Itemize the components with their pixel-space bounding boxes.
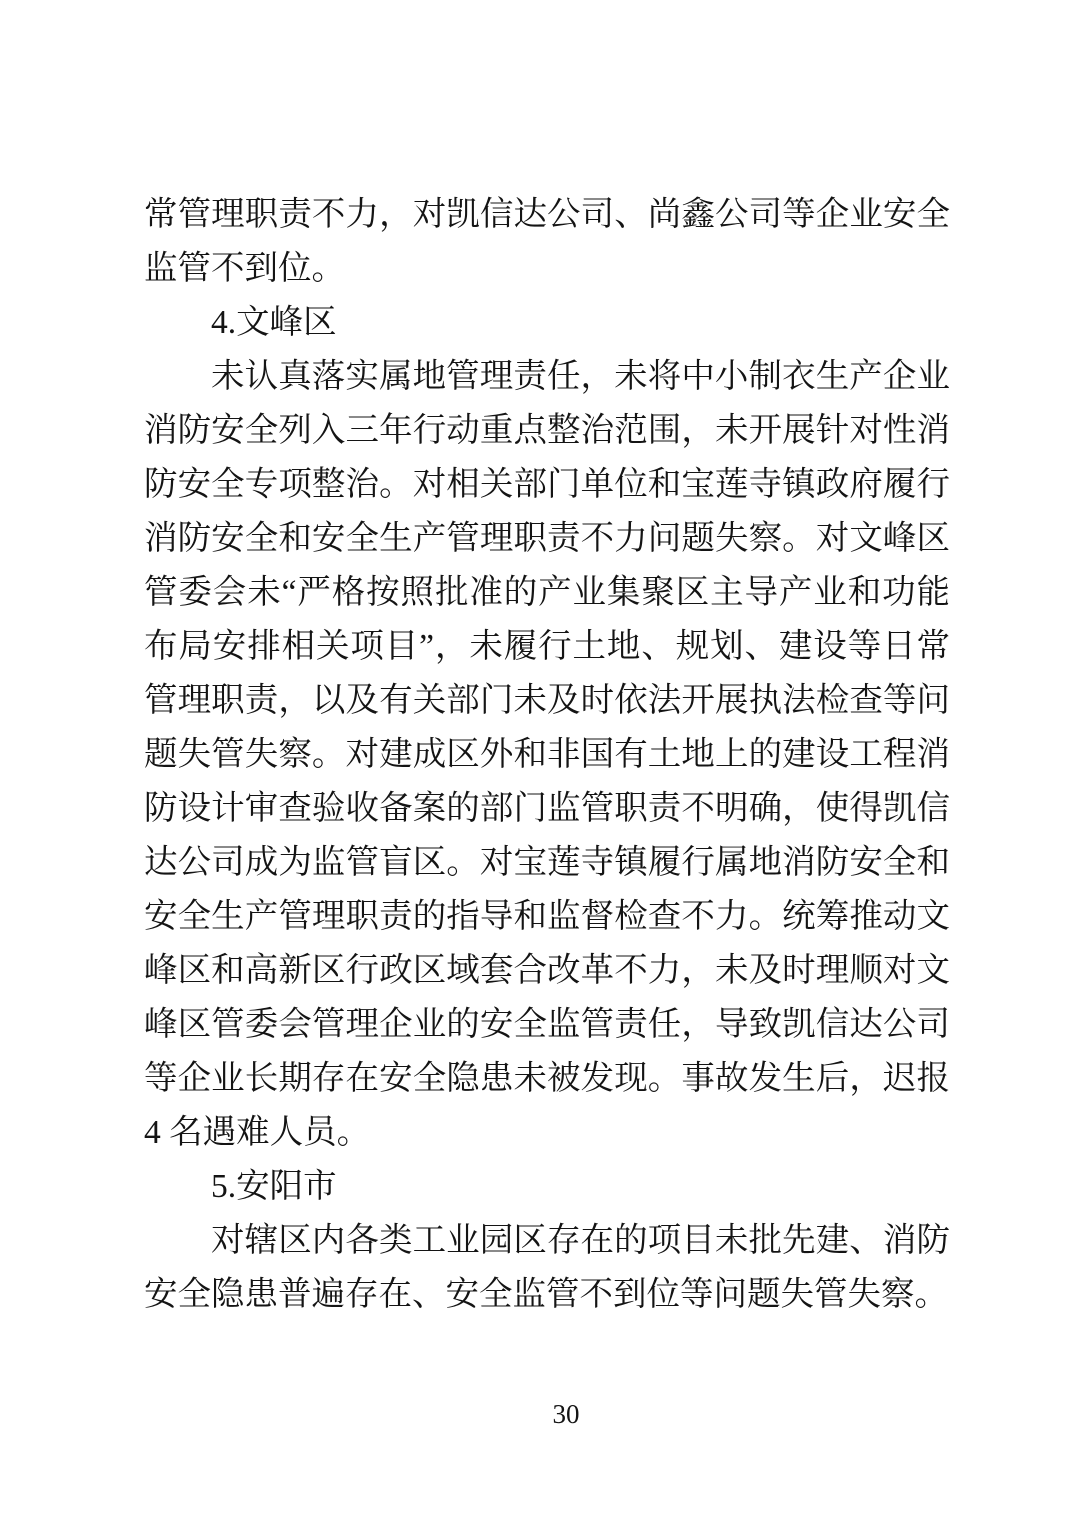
section-heading-anyang-city: 5.安阳市: [211, 1168, 337, 1205]
section-heading-wenfeng-district: 4.文峰区: [211, 304, 337, 341]
section-paragraph-wenfeng-district: 未认真落实属地管理责任，未将中小制衣生产企业消防安全列入三年行动重点整治范围，未开展针对性消防安全专项整治。对相关部门单位和宝莲寺镇政府履行消防安全和安全生产管理职责不力问题失察。对文峰区管委会未“严格按照批准的产业集聚区主导产业和功能布局安排相关项目”，未履行土地、规划、建设等日常管理职责，以及有关部门未及时依法开展执法检查等问题失管失察。对建成区外和非国有土地上的建设工程消防设计审查验收备案的部门监管职责不明确，使得凯信达公司成为监管盲区。对宝莲寺镇履行属地消防安全和安全生产管理职责的指导和监督检查不力。统筹推动文峰区和高新区行政区域套合改革不力，未及时理顺对文峰区管委会管理企业的安全监管责任，导致凯信达公司等企业长期存在安全隐患未被发现。事故发生后，迟报 4 名遇难人员。: [144, 358, 950, 1151]
page-number: 30: [552, 1399, 580, 1429]
continuation-paragraph: 常管理职责不力，对凯信达公司、尚鑫公司等企业安全监管不到位。: [144, 196, 950, 287]
page-footer: [0, 1398, 1080, 1430]
document-body: [144, 188, 950, 1322]
section-paragraph-anyang-city: 对辖区内各类工业园区存在的项目未批先建、消防安全隐患普遍存在、安全监管不到位等问题失管失察。: [144, 1222, 950, 1313]
